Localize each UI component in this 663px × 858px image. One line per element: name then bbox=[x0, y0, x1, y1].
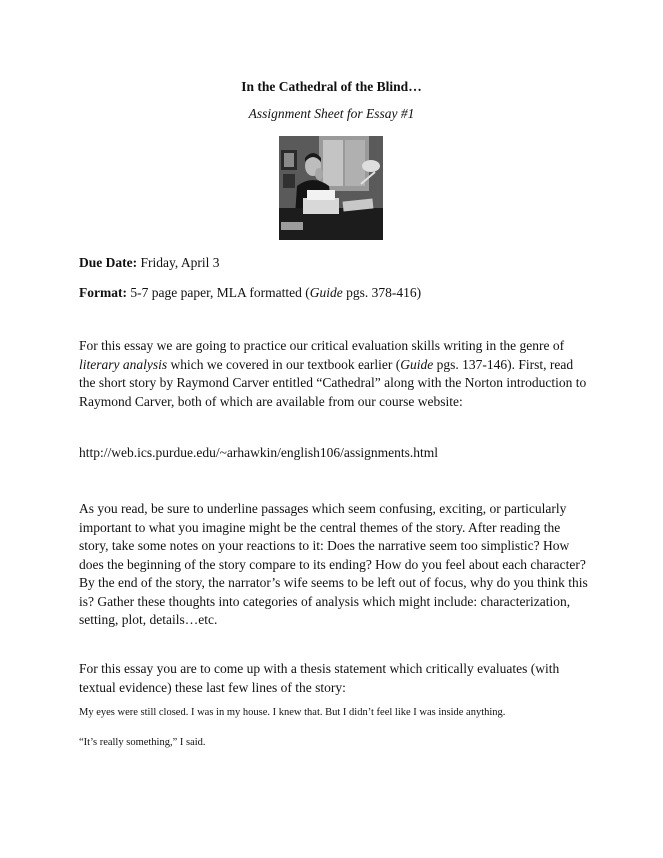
intro-part3: pgs. 137-146). First, read the short story by Raymond Carver entitled “Cathedral” along with the Norton introduction to Raymond Carver, both of which are available from our course website: bbox=[79, 356, 587, 409]
author-photo-image bbox=[279, 136, 383, 240]
due-date-value: Friday, April 3 bbox=[137, 255, 220, 270]
intro-guide: Guide bbox=[400, 356, 434, 372]
intro-part2: which we covered in our textbook earlier ( bbox=[167, 356, 401, 372]
format-pages: pgs. 378-416) bbox=[342, 285, 422, 300]
format-line bbox=[79, 285, 421, 301]
document-title: In the Cathedral of the Blind… bbox=[241, 79, 422, 94]
intro-part1: For this essay we are going to practice our critical evaluation skills writing in the genre of bbox=[79, 338, 565, 353]
format-guide: Guide bbox=[309, 285, 343, 300]
intro-paragraph bbox=[79, 337, 589, 411]
author-photo bbox=[279, 136, 383, 240]
course-website-url: http://web.ics.purdue.edu/~arhawkin/english106/assignments.html bbox=[79, 445, 439, 460]
due-date-line bbox=[79, 255, 219, 271]
format-label: Format: bbox=[79, 285, 127, 300]
story-quote-line: My eyes were still closed. I was in my house. I knew that. But I didn’t feel like I was inside anything. bbox=[79, 707, 506, 718]
reading-instructions-paragraph: As you read, be sure to underline passages which seem confusing, exciting, or particularly important to what you imagine might be the central themes of the story. After reading the story, take some notes on your reactions to it: Does the narrative seem too simplistic? How does the beginning of the story compare to its ending? How do you feel about each character? By the end of the story, the narrator’s wife seems to be left out of focus, why do you think this is? Gather these thoughts into categories of analysis which might include: characterization, setting, plot, details…etc. bbox=[79, 501, 588, 627]
story-quote-line: “It’s really something,” I said. bbox=[79, 737, 206, 748]
intro-emphasis: literary analysis bbox=[79, 356, 168, 372]
format-value: 5-7 page paper, MLA formatted ( bbox=[126, 285, 310, 300]
document-subtitle: Assignment Sheet for Essay #1 bbox=[248, 106, 415, 121]
due-date-label: Due Date: bbox=[79, 255, 138, 270]
thesis-instructions-paragraph: For this essay you are to come up with a thesis statement which critically evaluates (with textual evidence) these last few lines of the story: bbox=[79, 661, 560, 695]
